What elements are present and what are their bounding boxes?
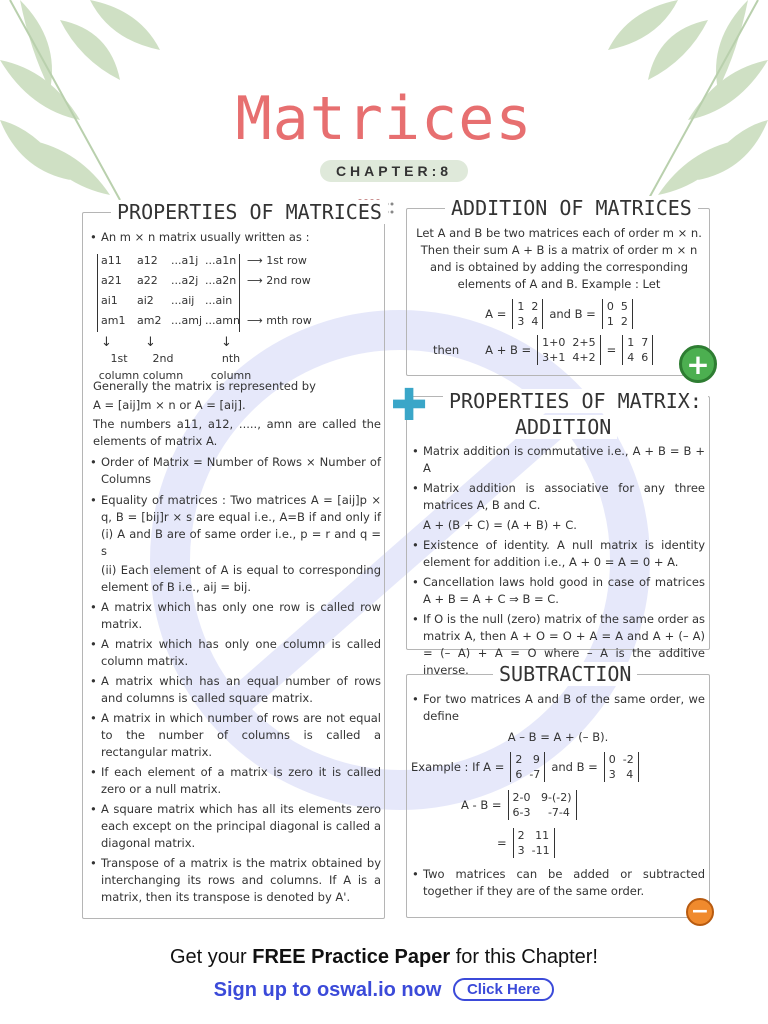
subtraction-box <box>406 662 710 918</box>
list-item: • Matrix addition is commutative i.e., A + B = B + A <box>411 443 705 477</box>
associative-formula: A + (B + C) = (A + B) + C. <box>423 518 577 532</box>
list-item: • Order of Matrix = Number of Rows × Number of Columns <box>89 454 381 488</box>
plus-cross-icon: ✚ <box>390 379 428 431</box>
list-item: • Matrix addition is associative for any three matrices A, B and C. <box>411 480 705 514</box>
click-here-button[interactable]: Click Here <box>453 978 554 1001</box>
chapter-badge: CHAPTER:8 <box>320 160 468 182</box>
list-item: • A matrix which has only one row is called row matrix. <box>89 599 381 633</box>
subtraction-result: = 2 11 3 -11 <box>411 828 705 858</box>
addition-sum: then A + B = 1+0 2+5 3+1 4+2 = 1 7 4 6 <box>413 335 705 365</box>
general-text: Generally the matrix is represented by <box>93 379 316 393</box>
row-note-2: ⟶ 2nd row <box>247 274 311 287</box>
cta-practice-paper: Get your FREE Practice Paper for this Chapter! <box>170 946 598 968</box>
properties-addition-heading-1: PROPERTIES OF MATRIX: <box>443 389 708 413</box>
list-item: • A matrix in which number of rows are not equal to the number of columns is called a rectangular matrix. <box>89 710 381 761</box>
list-item: • Transpose of a matrix is the matrix obtained by interchanging its rows and columns. If A is a matrix, then its transpose is denoted by A'. <box>89 855 381 906</box>
page-title: Matrices <box>235 84 533 154</box>
properties-of-matrices-heading: PROPERTIES OF MATRICES <box>111 200 388 224</box>
list-item: • For two matrices A and B of the same order, we define <box>411 691 705 725</box>
addition-of-matrices-box <box>406 196 710 376</box>
row-note-1: ⟶ 1st row <box>247 254 307 267</box>
intro-text: • An m × n matrix usually written as : <box>89 229 381 246</box>
equality-ii: (ii) Each element of A is equal to corresponding element of B i.e., aij = bij. <box>101 563 381 594</box>
list-item: • Existence of identity. A null matrix is identity element for addition i.e., A + 0 = A = 0 + A. <box>411 537 705 571</box>
addition-text: Let A and B be two matrices each of order m × n. Then their sum A + B is a matrix of order m × n and is obtained by adding the corresponding elements of A and B. Example : Let <box>416 226 702 291</box>
list-item: • Equality of matrices : Two matrices A = [aij]p × q, B = [bij]r × s are equal i.e., A=B if and only if (i) A and B are of same order i.e., p = r and q = s <box>89 492 381 560</box>
list-item: • A matrix which has an equal number of rows and columns is called square matrix. <box>89 673 381 707</box>
list-item: • If each element of a matrix is zero it is called zero or a null matrix. <box>89 764 381 798</box>
signup-link[interactable]: Sign up to oswal.io now <box>213 979 442 1001</box>
general-formula: A = [aij]m × n or A = [aij]. <box>93 398 246 412</box>
list-item: • A matrix which has only one column is called column matrix. <box>89 636 381 670</box>
subtraction-example: Example : If A = 2 9 6 -7 and B = 0 -2 3 4 <box>411 752 705 782</box>
minus-icon: − <box>686 898 714 926</box>
cta-signup <box>0 978 768 1002</box>
general-matrix: a11 a12 ...a1j ...a1n ⟶ 1st row a21 a22 ...a2j ...a2n ⟶ 2nd row ai1 ai2 ...aij ...ain am1 am2 ...amj ...amn ⟶ mth row <box>97 250 381 336</box>
list-item: • If O is the null (zero) matrix of the same order as matrix A, then A + O = O + A = A and A + (– A) = (– A) + A = O where – A is the additive inverse. <box>411 611 705 679</box>
elements-text: The numbers a11, a12, ....., amn are called the elements of matrix A. <box>93 417 381 448</box>
addition-heading: ADDITION OF MATRICES <box>445 196 698 220</box>
subtraction-diff: A - B = 2-0 9-(-2) 6-3 -7-4 <box>411 790 705 820</box>
column-notes: ↓ ↓ ↓ 1st column 2nd column nth column <box>98 335 252 382</box>
list-item: • Cancellation laws hold good in case of matrices A + B = A + C ⇒ B = C. <box>411 574 705 608</box>
subtraction-formula: A – B = A + (– B). <box>507 730 609 744</box>
properties-addition-heading-2: ADDITION <box>509 415 617 439</box>
subtraction-heading: SUBTRACTION <box>493 662 637 686</box>
row-note-m: ⟶ mth row <box>247 314 312 327</box>
addition-example-matrices: A = 1 2 3 4 and B = 0 5 1 2 <box>413 299 705 329</box>
list-item: • A square matrix which has all its elements zero each except on the principal diagonal is called a diagonal matrix. <box>89 801 381 852</box>
list-item: • Two matrices can be added or subtracted together if they are of the same order. <box>411 866 705 900</box>
properties-of-matrices-box <box>82 200 385 919</box>
plus-icon: + <box>679 345 717 383</box>
